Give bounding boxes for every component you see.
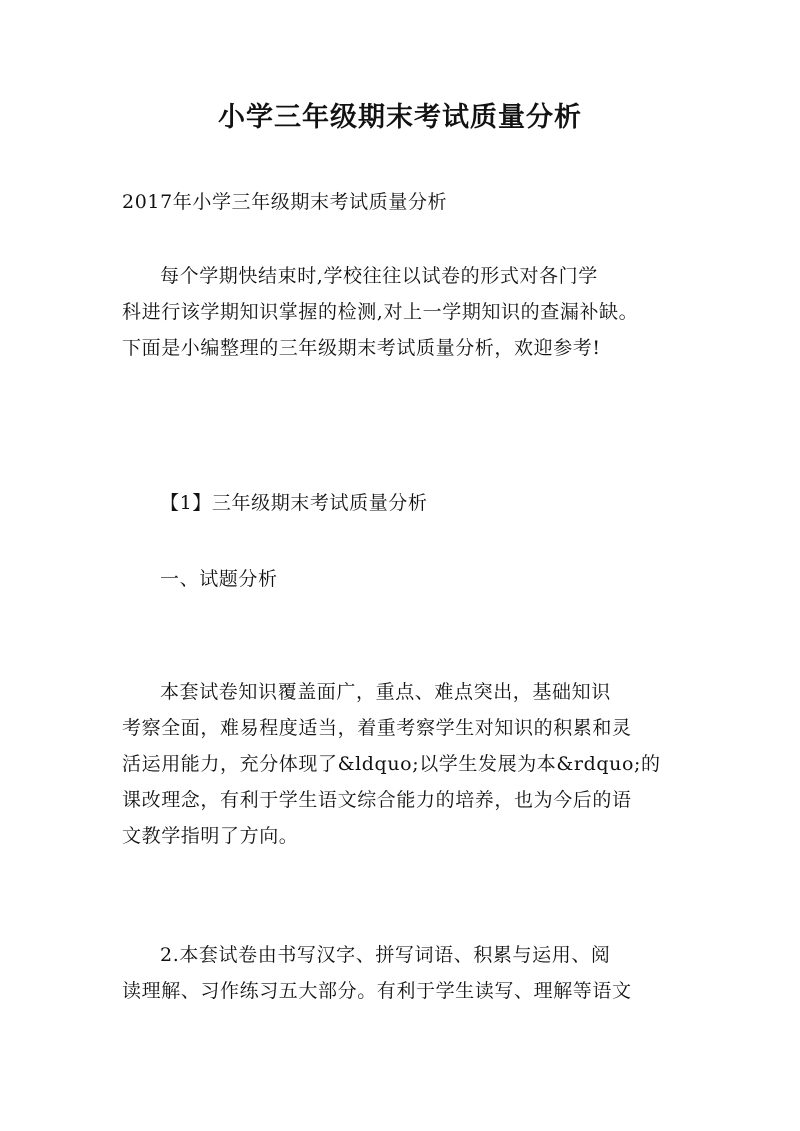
structure-paragraph xyxy=(122,937,688,1009)
intro-line-2: 科进行该学期知识掌握的检测,对上一学期知识的查漏补缺。 xyxy=(122,301,639,323)
analysis-line-3: 活运用能力，充分体现了&ldquo;以学生发展为本&rdquo;的 xyxy=(122,753,661,775)
analysis-line-2: 考察全面，难易程度适当，着重考察学生对知识的积累和灵 xyxy=(122,717,632,739)
analysis-line-1: 本套试卷知识覆盖面广，重点、难点突出，基础知识 xyxy=(160,681,611,703)
structure-line-2: 读理解、习作练习五大部分。有利于学生读写、理解等语文 xyxy=(122,980,632,1002)
intro-paragraph xyxy=(122,258,688,366)
subsection-heading-text: 一、试题分析 xyxy=(160,568,278,590)
analysis-line-4: 课改理念，有利于学生语文综合能力的培养，也为今后的语 xyxy=(122,789,632,811)
document-title: 小学三年级期末考试质量分析 xyxy=(218,102,582,133)
analysis-line-5: 文教学指明了方向。 xyxy=(122,825,299,847)
section-heading-text: 【1】三年级期末考试质量分析 xyxy=(160,492,428,514)
subsection-heading xyxy=(122,561,688,597)
intro-line-1: 每个学期快结束时,学校往往以试卷的形式对各门学 xyxy=(160,265,598,287)
subtitle-line: 2017年小学三年级期末考试质量分析 xyxy=(122,191,448,213)
structure-line-1: 2.本套试卷由书写汉字、拼写词语、积累与运用、阅 xyxy=(160,944,611,966)
analysis-paragraph xyxy=(122,674,688,854)
section-heading xyxy=(122,485,688,521)
document-subtitle xyxy=(122,184,688,220)
intro-line-3: 下面是小编整理的三年级期末考试质量分析，欢迎参考! xyxy=(122,337,601,359)
